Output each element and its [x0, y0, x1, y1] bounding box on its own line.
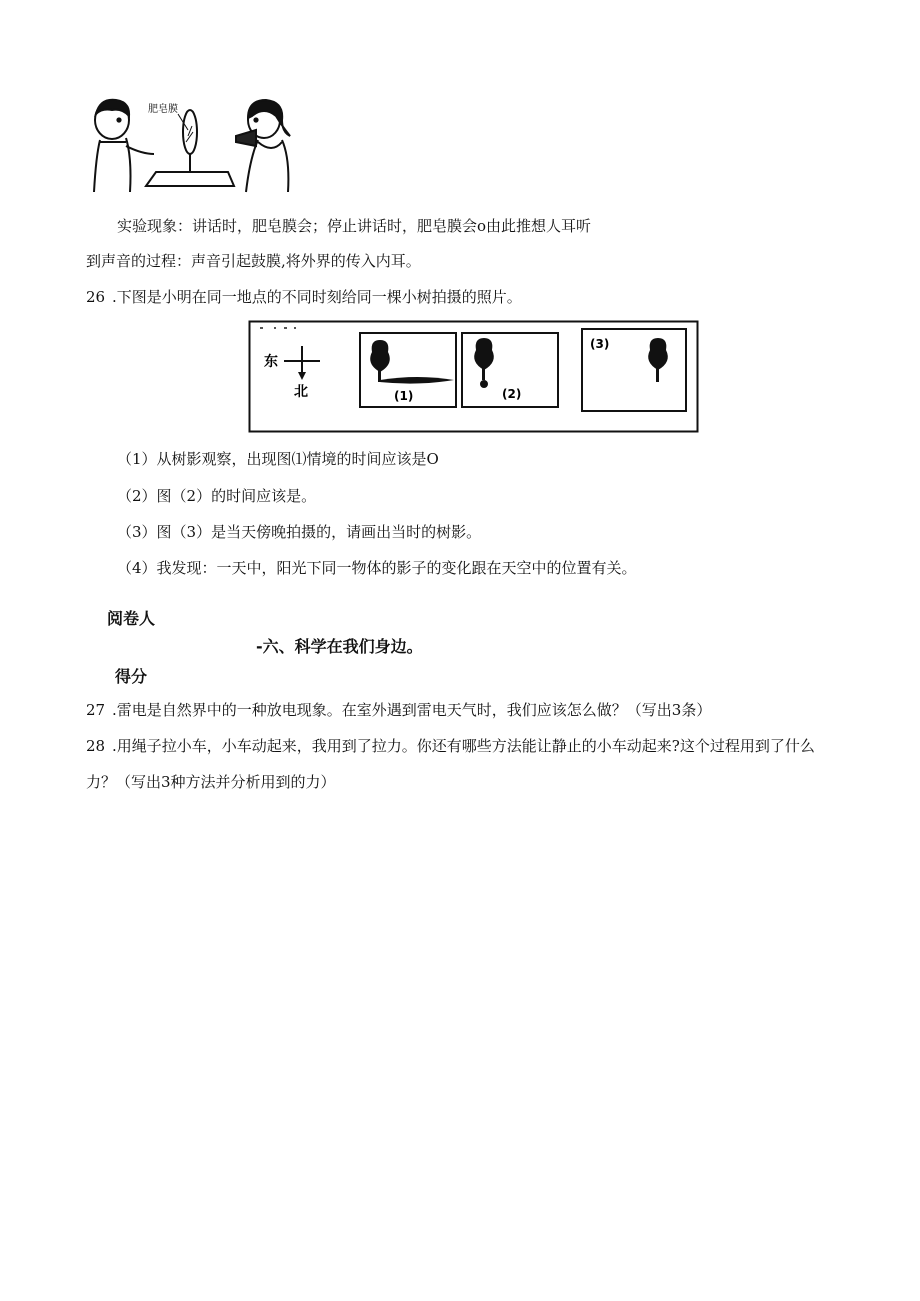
section-title: -六、科学在我们身边。	[256, 637, 423, 656]
compass-east-label: 东	[264, 354, 278, 370]
question-number: 26	[86, 288, 106, 306]
question-text: .用绳子拉小车，小车动起来，我用到了拉力。你还有哪些方法能让静止的小车动起来?这个过程用到了什么	[112, 737, 815, 755]
question-26	[86, 287, 522, 307]
table	[146, 172, 234, 186]
question-27	[86, 700, 711, 720]
question-text: .下图是小明在同一地点的不同时刻给同一棵小树拍摄的照片。	[112, 288, 522, 306]
question-text: .雷电是自然界中的一种放电现象。在室外遇到雷电天气时，我们应该怎么做？（写出3条）	[112, 701, 712, 719]
soap-membrane-figure	[86, 96, 318, 196]
boy-figure	[94, 100, 154, 192]
question-26-sub-4: （4）我发现：一天中，阳光下同一物体的影子的变化跟在天空中的位置有关。	[117, 559, 637, 577]
tree-shadow	[480, 380, 488, 388]
question-number: 28	[86, 737, 106, 755]
photo-panel-2	[462, 333, 558, 407]
membrane-label: 肥皂膜	[148, 104, 178, 115]
photo-panel-1	[360, 333, 456, 407]
question-28-line-2: 力？（写出3种方法并分析用到的力）	[86, 773, 336, 791]
panel-label-3: (3)	[590, 337, 610, 351]
question-26-sub-2: （2）图（2）的时间应该是。	[117, 487, 317, 505]
compass-north-label: 北	[294, 384, 308, 400]
question-28	[86, 736, 815, 756]
question-26-sub-3: （3）图（3）是当天傍晚拍摄的，请画出当时的树影。	[117, 523, 482, 541]
panel-label-2: (2)	[502, 387, 522, 401]
soap-membrane-frame	[183, 110, 197, 172]
photo-panel-3	[582, 329, 686, 411]
experiment-line-2: 到声音的过程：声音引起鼓膜,将外界的传入内耳。	[86, 252, 421, 270]
experiment-line-1: 实验现象：讲话时，肥皂膜会；停止讲话时，肥皂膜会o由此推想人耳听	[117, 217, 592, 235]
tree-shadow-figure	[248, 318, 700, 434]
question-number: 27	[86, 701, 106, 719]
score-label: 得分	[115, 667, 148, 686]
reviewer-label: 阅卷人	[107, 609, 156, 628]
question-26-sub-1: （1）从树影观察，出现图⑴情境的时间应该是O	[117, 450, 439, 468]
girl-figure	[236, 100, 290, 192]
panel-label-1: (1)	[394, 389, 414, 403]
